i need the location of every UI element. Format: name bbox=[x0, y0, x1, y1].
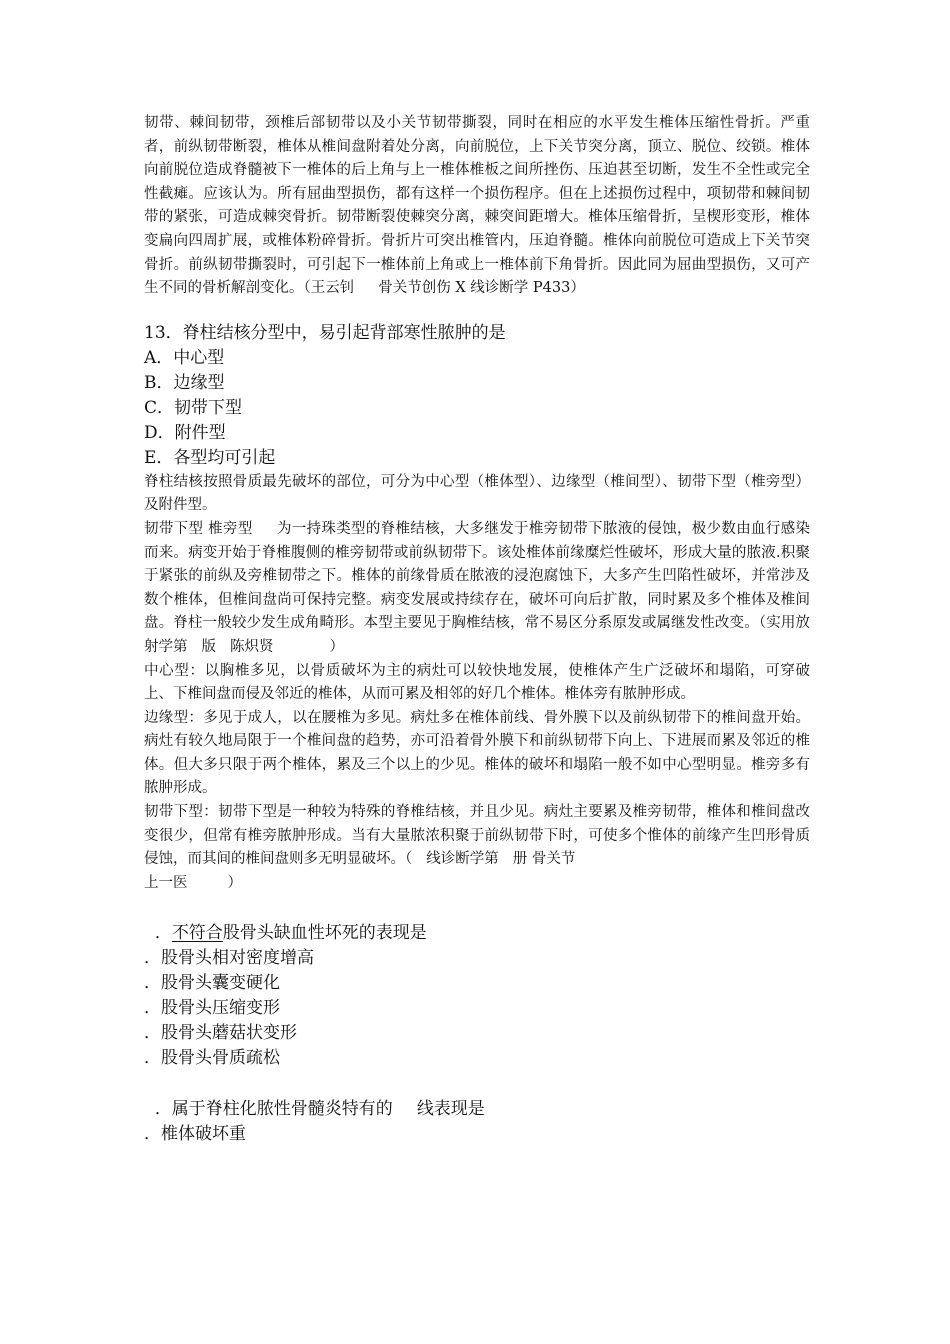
intro-text: 韧带、棘间韧带，颈椎后部韧带以及小关节韧带撕裂，同时在相应的水平发生椎体压缩性骨折。严重者，前纵韧带断裂，椎体从椎间盘附着处分离，向前脱位，上下关节突分离，顶立、脱位、绞锁。椎体向前脱位造成脊髓被下一椎体的后上角与上一椎体椎板之间所挫伤、压迫甚至切断，发生不全性或完全性截瘫。应该认为。所有屈曲型损伤，都有这样一个损伤程序。但在上述损伤过程中，项韧带和棘间韧带的紧张，可造成棘突骨折。韧带断裂使棘突分离，棘突间距增大。椎体压缩骨折，呈楔形变形，椎体变扁向四周扩展，或椎体粉碎骨折。骨折片可突出椎管内，压迫脊髓。椎体向前脱位可造成上下关节突骨折。前纵韧带撕裂时，可引起下一椎体前上角或上一椎体前下角骨折。因此同为屈曲型损伤，又可产生不同的骨析解剖变化。（王云钊 bbox=[144, 115, 810, 297]
subligament-ref-volume: 册 骨关节 bbox=[512, 851, 576, 868]
q14-option-3: ．股骨头压缩变形 bbox=[144, 998, 280, 1019]
ligament-ref-author: 陈炽贤 bbox=[230, 638, 274, 655]
q13-subligament-type bbox=[144, 801, 810, 895]
q14-option-1: ．股骨头相对密度增高 bbox=[144, 948, 314, 969]
q14-option-5: ．股骨头骨质疏松 bbox=[144, 1048, 280, 1069]
q15-question-part2: 线表现是 bbox=[416, 1099, 485, 1120]
q15-question-part1: ．属于脊柱化脓性骨髓炎特有的 bbox=[154, 1099, 393, 1120]
q13-option-d: D．附件型 bbox=[144, 422, 226, 443]
q14-prefix: ． bbox=[154, 923, 172, 944]
intro-reference: 骨关节创伤 X 线诊断学 P433） bbox=[378, 280, 585, 297]
subligament-ref-close: ） bbox=[227, 874, 242, 891]
q14-option-4: ．股骨头蘑菇状变形 bbox=[144, 1023, 297, 1044]
ligament-ref-edition: 版 bbox=[201, 638, 216, 655]
q14-underlined-keyword: 不符合 bbox=[171, 923, 223, 944]
q14-question-text: 股骨头缺血性坏死的表现是 bbox=[222, 923, 427, 944]
intro-paragraph bbox=[144, 112, 810, 301]
q13-central-type: 中心型：以胸椎多见，以骨质破坏为主的病灶可以较快地发展，使椎体产生广泛破坏和塌陷，可穿破上、下椎间盘而侵及邻近的椎体，从而可累及相邻的好几个椎体。椎体旁有脓肿形成。 bbox=[144, 662, 810, 703]
subligament-ref-publisher: 上一医 bbox=[144, 874, 188, 891]
q13-option-b: B．边缘型 bbox=[144, 372, 225, 393]
q15-option-1: ．椎体破坏重 bbox=[144, 1124, 246, 1145]
q13-ligament-paragraph bbox=[144, 518, 810, 660]
q13-explanation-intro: 脊柱结核按照骨质最先破坏的部位，可分为中心型（椎体型）、边缘型（椎间型）、韧带下型（椎旁型）及附件型。 bbox=[144, 473, 810, 514]
q13-option-e: E．各型均可引起 bbox=[144, 447, 276, 468]
question-15 bbox=[144, 1097, 810, 1122]
ligament-ref-close: ） bbox=[329, 638, 344, 655]
q13-option-c: C．韧带下型 bbox=[144, 397, 243, 418]
q13-option-a: A．中心型 bbox=[144, 347, 225, 368]
subligament-text: 韧带下型：韧带下型是一种较为特殊的脊椎结核，并且少见。病灶主要累及椎旁韧带，椎体和椎间盘改变很少，但常有椎旁脓肿形成。当有大量脓浓积聚于前纵韧带下时，可使多个惟体的前缘产生凹形骨质侵蚀，而其间的椎间盘则多无明显破坏。（ bbox=[144, 804, 810, 868]
subligament-ref-book: 线诊断学第 bbox=[426, 851, 499, 868]
ligament-heading: 韧带下型 椎旁型 bbox=[144, 520, 253, 537]
ligament-text: 为一持珠类型的脊椎结核，大多继发于椎旁韧带下脓液的侵蚀，极少数由血行感染而来。病变开始于脊椎腹侧的椎旁韧带或前纵韧带下。该处椎体前缘糜烂性破坏，形成大量的脓液.积聚于紧张的前纵及旁椎韧带之下。椎体的前缘骨质在脓液的浸泡腐蚀下，大多产生凹陷性破坏，并常涉及数个椎体，但椎间盘尚可保持完整。病变发展或持续存在，破坏可向后扩散，同时累及多个椎体及椎间盘。脊柱一般较少发生成角畸形。本型主要见于胸椎结核，常不易区分系原发或属继发性改变。（实用放射学第 bbox=[144, 520, 811, 655]
question-14 bbox=[144, 921, 810, 946]
q14-option-2: ．股骨头囊变硬化 bbox=[144, 973, 280, 994]
q13-edge-type: 边缘型：多见于成人，以在腰椎为多见。病灶多在椎体前线、骨外膜下以及前纵韧带下的椎间盘开始。病灶有较久地局限于一个椎间盘的趋势，亦可沿着骨外膜下和前纵韧带下向上、下进展而累及邻近的椎体。但大多只限于两个椎体，累及三个以上的少见。椎体的破坏和塌陷一般不如中心型明显。椎旁多有脓肿形成。 bbox=[144, 709, 810, 797]
document-page bbox=[144, 112, 810, 1147]
question-13: 13．脊柱结核分型中，易引起背部寒性脓肿的是 bbox=[144, 322, 506, 343]
